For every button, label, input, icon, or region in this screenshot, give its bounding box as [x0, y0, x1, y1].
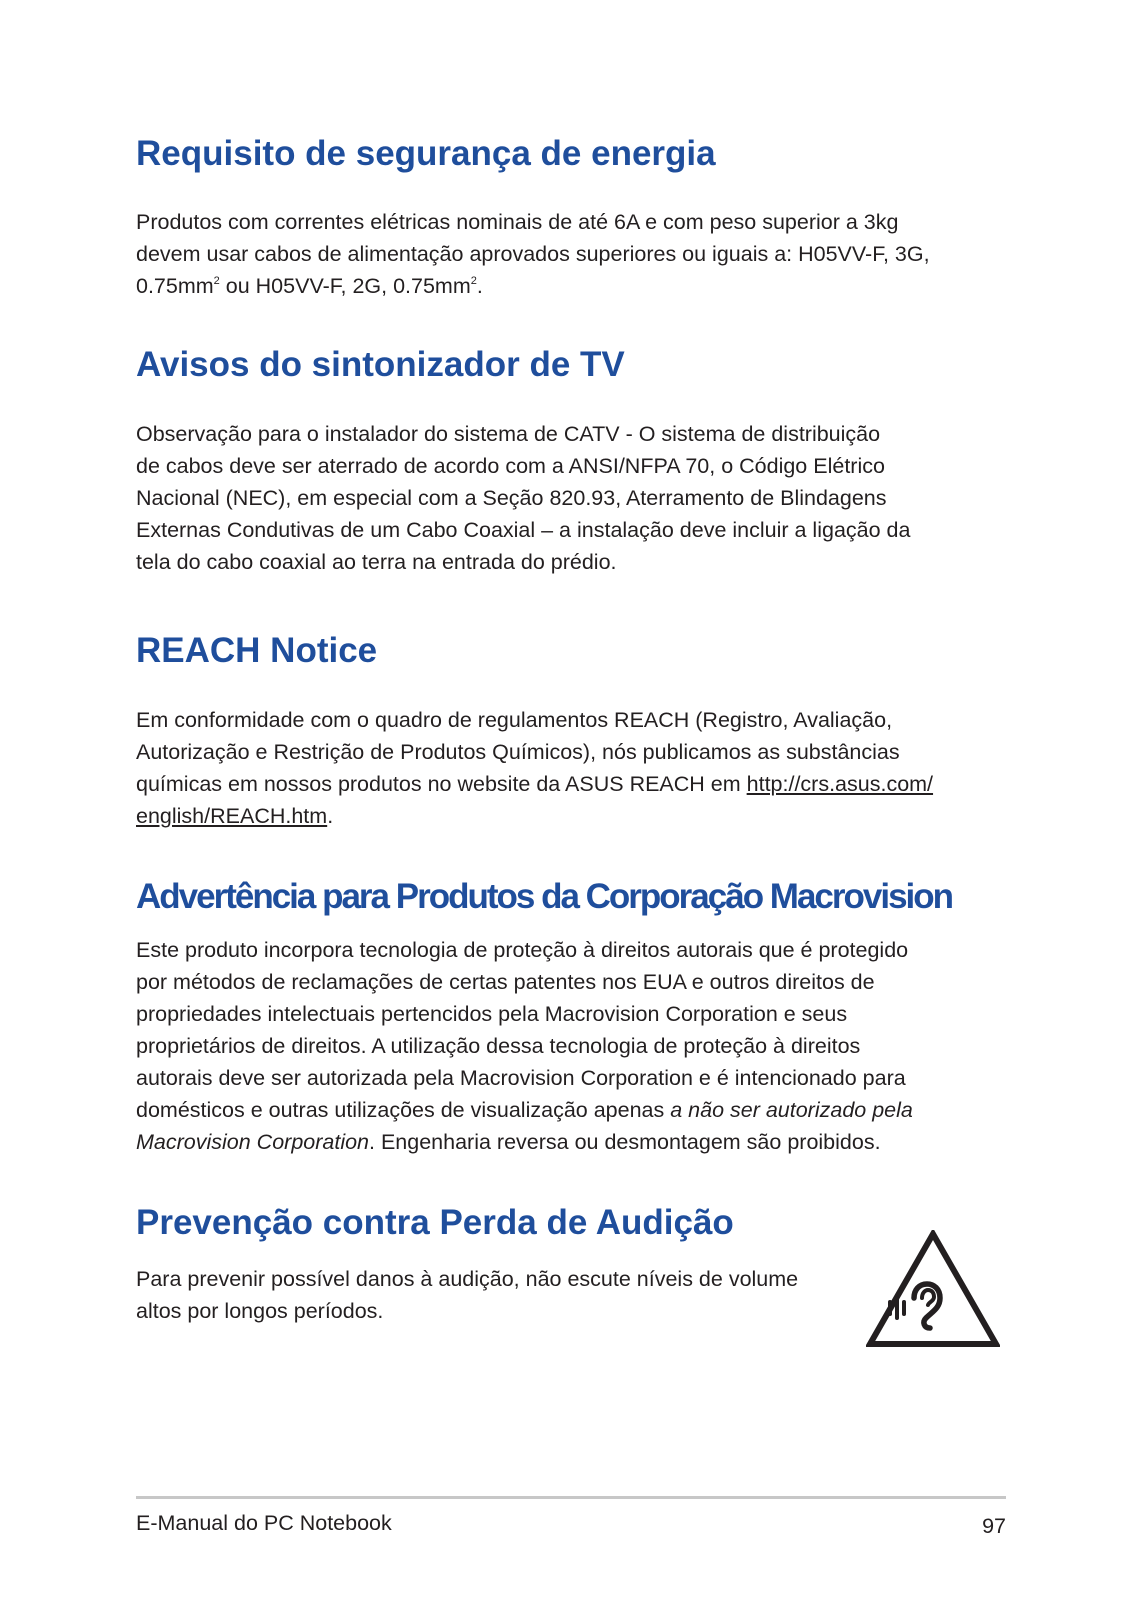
power-safety-text [136, 206, 1006, 302]
reach-link-part2[interactable]: english/REACH.htm [136, 804, 328, 828]
text-segment: 0.75mm [136, 274, 214, 298]
text-segment: domésticos e outras utilizações de visualização apenas [136, 1098, 671, 1122]
text-segment: ou H05VV-F, 2G, 0.75mm [219, 274, 471, 298]
italic-text: Macrovision Corporation [136, 1130, 370, 1154]
text-segment: . [327, 804, 334, 828]
text-line: Produtos com correntes elétricas nominais de até 6A e com peso superior a 3kg [136, 210, 899, 234]
text-line: de cabos deve ser aterrado de acordo com a ANSI/NFPA 70, o Código Elétrico [136, 454, 885, 478]
text-line: devem usar cabos de alimentação aprovados superiores ou iguais a: H05VV-F, 3G, [136, 242, 930, 266]
text-line: Externas Condutivas de um Cabo Coaxial – a instalação deve incluir a ligação da [136, 518, 911, 542]
footer-title: E-Manual do PC Notebook [136, 1511, 392, 1535]
section-heading-macrovision: Advertência para Produtos da Corporação Macrovision [136, 877, 953, 916]
text-line: proprietários de direitos. A utilização dessa tecnologia de proteção à direitos [136, 1034, 861, 1058]
text-line: tela do cabo coaxial ao terra na entrada do prédio. [136, 550, 617, 574]
italic-text: a não ser autorizado pela [670, 1098, 913, 1122]
text-segment: . [476, 274, 483, 298]
text-line: altos por longos períodos. [136, 1299, 384, 1323]
page-number: 97 [982, 1514, 1006, 1538]
text-line: Para prevenir possível danos à audição, não escute níveis de volume [136, 1267, 799, 1291]
text-line: Autorização e Restrição de Produtos Químicos), nós publicamos as substâncias [136, 740, 900, 764]
footer-divider [136, 1496, 1006, 1499]
text-segment: químicas em nossos produtos no website da ASUS REACH em [136, 772, 747, 796]
superscript: 2 [470, 275, 477, 287]
text-line: Observação para o instalador do sistema de CATV - O sistema de distribuição [136, 422, 881, 446]
text-line: propriedades intelectuais pertencidos pela Macrovision Corporation e seus [136, 1002, 848, 1026]
text-line: autorais deve ser autorizada pela Macrovision Corporation e é intencionado para [136, 1066, 906, 1090]
text-line: Este produto incorpora tecnologia de proteção à direitos autorais que é protegido [136, 938, 909, 962]
section-heading-power-safety: Requisito de segurança de energia [136, 134, 716, 173]
text-line: por métodos de reclamações de certas patentes nos EUA e outros direitos de [136, 970, 875, 994]
text-segment: . Engenharia reversa ou desmontagem são proibidos. [369, 1130, 881, 1154]
hearing-warning-icon [866, 1230, 1000, 1348]
section-heading-reach: REACH Notice [136, 631, 378, 670]
text-line: Nacional (NEC), em especial com a Seção 820.93, Aterramento de Blindagens [136, 486, 887, 510]
macrovision-text [136, 934, 1006, 1158]
tv-tuner-text [136, 418, 1006, 578]
reach-link-part1[interactable]: http://crs.asus.com/ [746, 772, 934, 796]
reach-text [136, 704, 1006, 832]
section-heading-tv-tuner: Avisos do sintonizador de TV [136, 345, 625, 384]
hearing-text [136, 1263, 856, 1327]
section-heading-hearing: Prevenção contra Perda de Audição [136, 1203, 734, 1242]
text-line: Em conformidade com o quadro de regulamentos REACH (Registro, Avaliação, [136, 708, 893, 732]
superscript: 2 [213, 275, 220, 287]
